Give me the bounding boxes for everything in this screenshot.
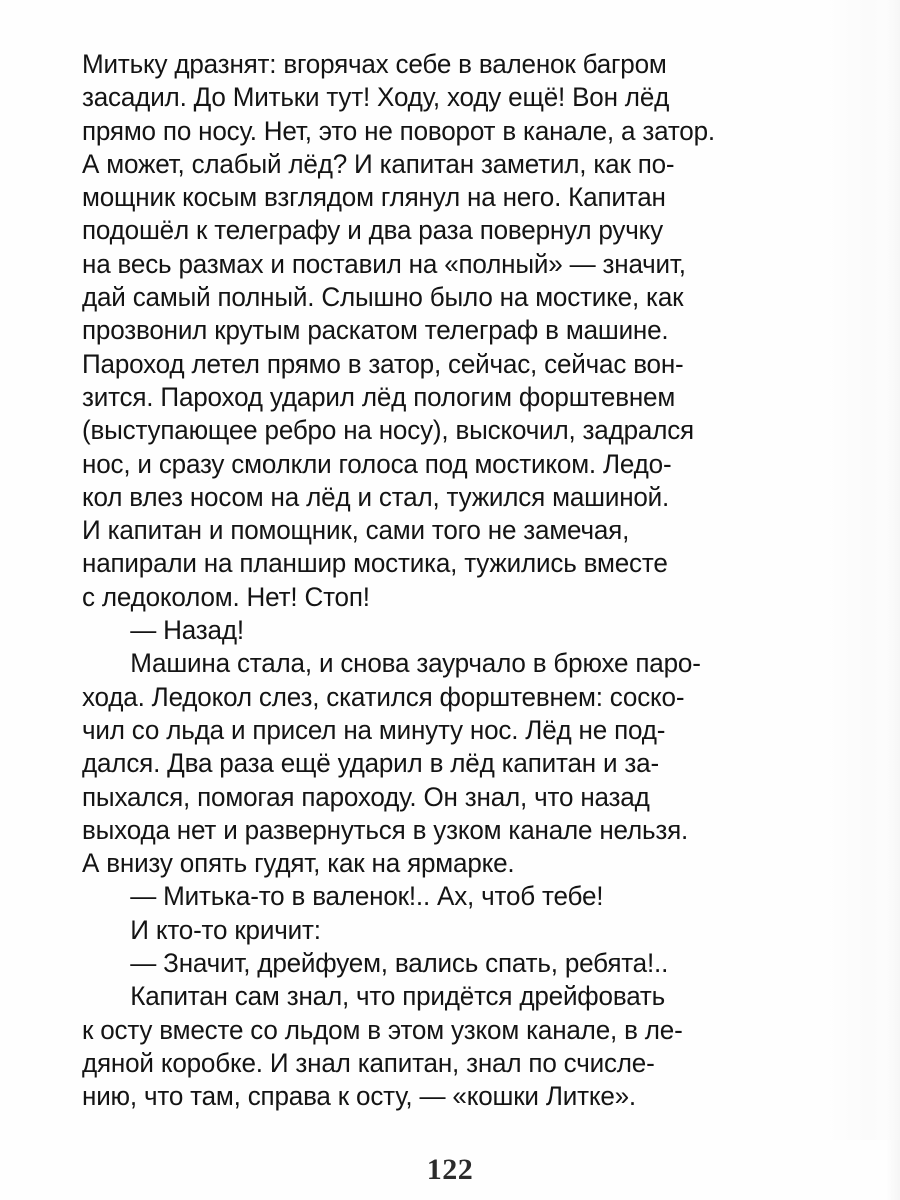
body-text [82,48,882,1114]
text-line: (выступающее ребро на носу), выскочил, задрался [82,415,694,446]
text-line: пыхался, помогая пароходу. Он знал, что назад [82,781,650,812]
text-line: напирали на планшир мостика, тужились вместе [82,548,668,579]
text-line: зится. Пароход ударил лёд пологим форштевнем [82,381,676,412]
text-line: выхода нет и развернуться в узком канале нельзя. [82,814,689,845]
text-line: дяной коробке. И знал капитан, знал по счисле- [82,1047,655,1078]
text-line: И капитан и помощник, сами того не замечая, [82,515,630,546]
text-line: прямо по носу. Нет, это не поворот в канале, а затор. [82,115,715,146]
text-line: дался. Два раза ещё ударил в лёд капитан и за- [82,748,659,779]
text-line: кол влез носом на лёд и стал, тужился машиной. [82,481,670,512]
text-line: — Назад! [130,615,244,646]
text-line: Митьку дразнят: вгорячах себе в валенок багром [82,49,667,79]
text-line: Пароход летел прямо в затор, сейчас, сейчас вон- [82,348,684,379]
text-line: А может, слабый лёд? И капитан заметил, как по- [82,148,675,179]
text-line: подошёл к телеграфу и два раза повернул ручку [82,215,663,246]
text-line: А внизу опять гудят, как на ярмарке. [82,848,515,879]
text-line: хода. Ледокол слез, скатился форштевнем: соско- [82,681,685,712]
text-line: к осту вместе со льдом в этом узком канале, в ле- [82,1014,683,1045]
text-line: Машина стала, и снова заурчало в брюхе паро- [130,648,701,679]
text-line: мощник косым взглядом глянул на него. Капитан [82,182,666,213]
text-line: засадил. До Митьки тут! Ходу, ходу ещё! Вон лёд [82,82,670,113]
text-line: на весь размах и поставил на «полный» — значит, [82,248,686,279]
page-edge-shadow [886,0,900,1200]
text-line: дай самый полный. Слышно было на мостике, как [82,282,684,313]
text-line: нию, что там, справа к осту, — «кошки Литке». [82,1081,636,1112]
text-line: — Митька-то в валенок!.. Ах, чтоб тебе! [130,881,604,912]
text-line: с ледоколом. Нет! Стоп! [82,581,370,612]
text-line: — Значит, дрейфуем, вались спать, ребята!.. [130,948,669,979]
text-line: Капитан сам знал, что придётся дрейфовать [130,981,666,1012]
text-line: прозвонил крутым раскатом телеграф в машине. [82,315,669,346]
page-number: 122 [426,1153,474,1186]
text-line: нос, и сразу смолкли голоса под мостиком. Ледо- [82,448,672,479]
text-line: чил со льда и присел на минуту нос. Лёд не под- [82,714,666,745]
text-line: И кто-то кричит: [130,914,321,945]
